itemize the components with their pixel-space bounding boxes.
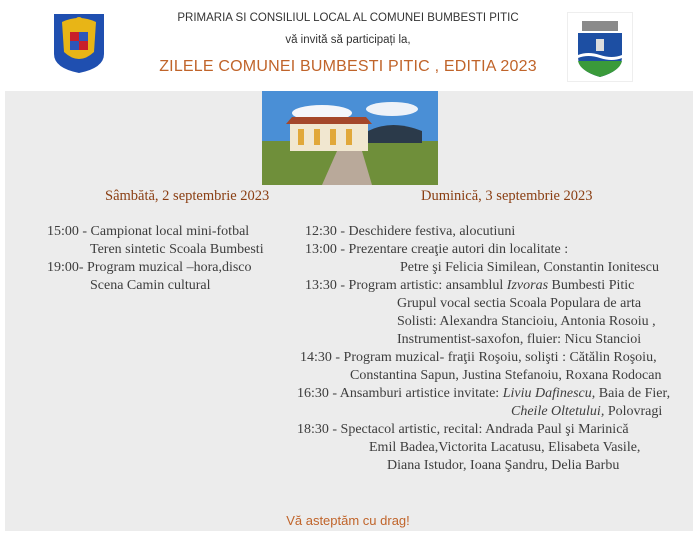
invitation-line: vă invită să participați la, bbox=[285, 34, 411, 46]
sunday-item-text: Bumbesti Pitic bbox=[548, 278, 635, 293]
sunday-date: Duminică, 3 septembrie 2023 bbox=[421, 188, 593, 204]
sunday-item: Solisti: Alexandra Stancioiu, Antonia Rosoiu , bbox=[397, 314, 656, 329]
sunday-item: Emil Badea,Victorita Lacatusu, Elisabeta Vasile, bbox=[369, 440, 641, 455]
sunday-item bbox=[305, 278, 634, 294]
organizer-line: PRIMARIA SI CONSILIUL LOCAL AL COMUNEI BUMBESTI PITIC bbox=[177, 12, 519, 24]
sunday-item-text: 16:30 - Ansamburi artistice invitate: bbox=[297, 386, 503, 401]
sunday-item bbox=[511, 404, 662, 420]
sunday-item-text: Polovragi bbox=[604, 404, 663, 419]
sunday-item: 14:30 - Program muzical- fraţii Roşoiu, solişti : Cătălin Roşoiu, bbox=[300, 350, 657, 365]
sunday-item-text: 13:30 - Program artistic: ansamblul bbox=[305, 278, 507, 293]
sunday-item bbox=[297, 386, 670, 402]
saturday-item: Scena Camin cultural bbox=[90, 278, 211, 293]
event-title: ZILELE COMUNEI BUMBESTI PITIC , EDITIA 2023 bbox=[159, 58, 537, 75]
cultural-center-photo bbox=[262, 91, 438, 185]
sunday-item: 13:00 - Prezentare creaţie autori din localitate : bbox=[305, 242, 569, 257]
ensemble-name: Cheile Oltetului, bbox=[511, 404, 605, 419]
ensemble-name: Liviu Dafinescu bbox=[502, 386, 592, 401]
sunday-item: Grupul vocal sectia Scoala Populara de arta bbox=[397, 296, 642, 311]
sunday-item: Constantina Sapun, Justina Stefanoiu, Roxana Rodocan bbox=[350, 368, 662, 383]
saturday-item: 15:00 - Campionat local mini-fotbal bbox=[47, 224, 250, 239]
closing-message: Vă asteptăm cu drag! bbox=[286, 513, 410, 528]
saturday-item: Teren sintetic Scoala Bumbesti bbox=[90, 242, 264, 257]
sunday-item: 18:30 - Spectacol artistic, recital: Andrada Paul şi Marinică bbox=[297, 422, 629, 437]
sunday-item: Diana Istudor, Ioana Şandru, Delia Barbu bbox=[387, 458, 620, 473]
sunday-item: 12:30 - Deschidere festiva, alocutiuni bbox=[305, 224, 516, 239]
sunday-item: Petre şi Felicia Similean, Constantin Ionitescu bbox=[400, 260, 659, 275]
ensemble-name: Izvoras bbox=[506, 278, 549, 293]
sunday-item-text: , Baia de Fier, bbox=[591, 386, 671, 401]
sunday-item: Instrumentist-saxofon, fluier: Nicu Stancioi bbox=[397, 332, 642, 347]
saturday-item: 19:00- Program muzical –hora,disco bbox=[47, 260, 252, 275]
saturday-date: Sâmbătă, 2 septembrie 2023 bbox=[105, 188, 270, 204]
